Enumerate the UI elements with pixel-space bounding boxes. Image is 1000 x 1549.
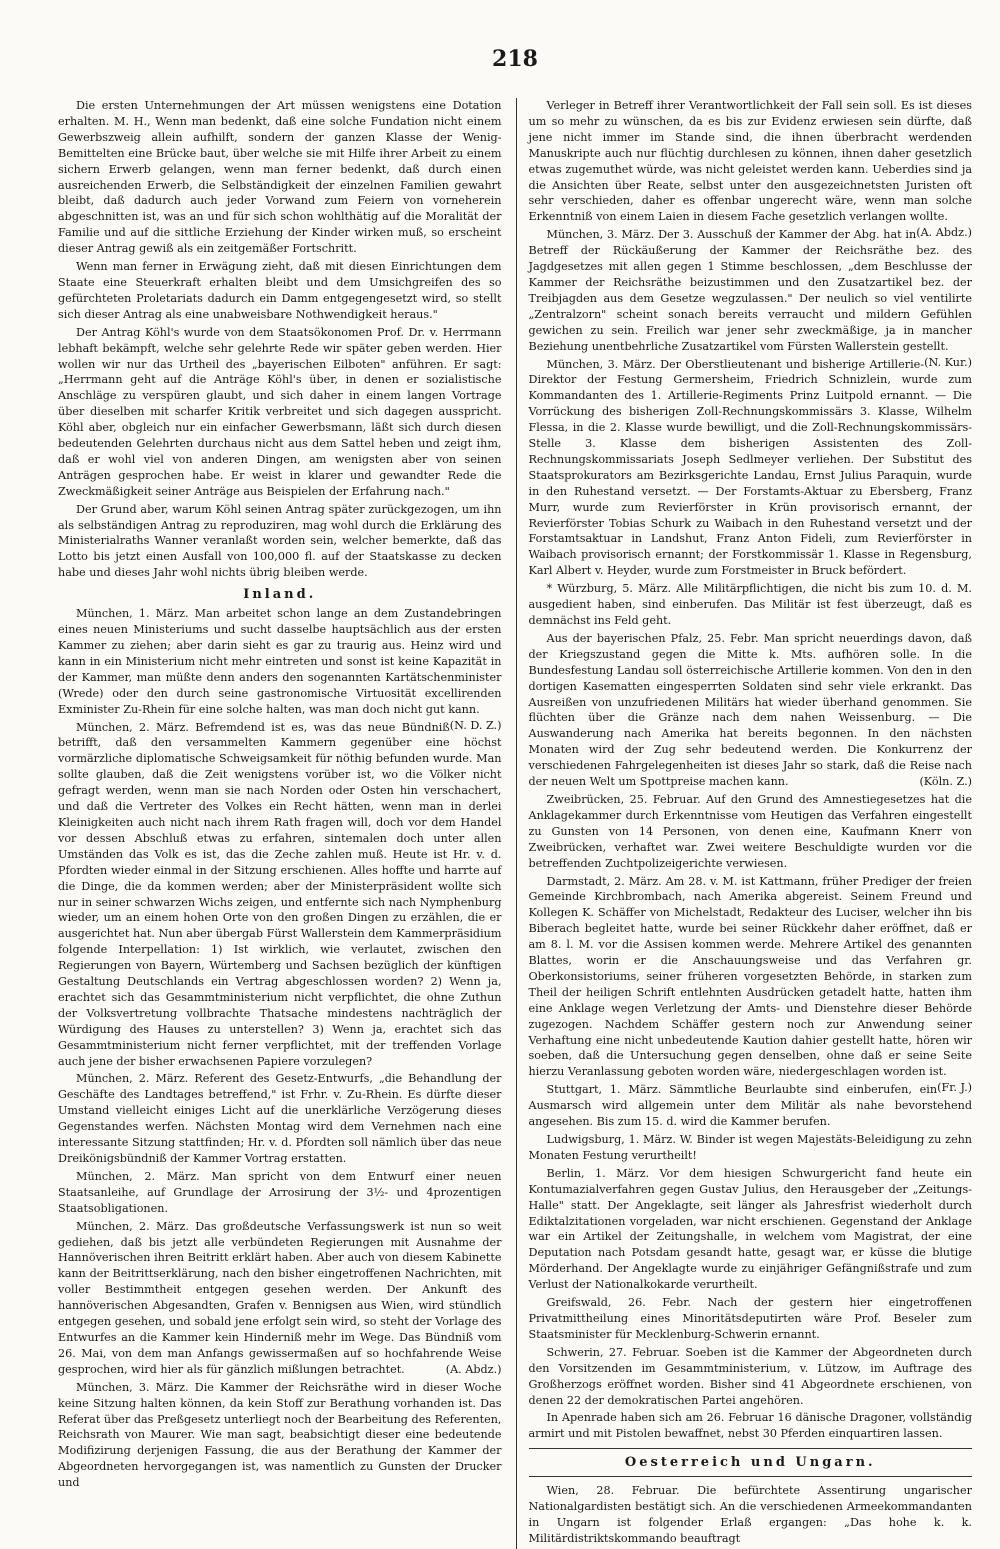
- article-text: München, 1. März. Man arbeitet schon lange an dem Zustandebringen eines neuen Ministeriums und sucht dasselbe hauptsächlich aus der ersten Kammer zu ziehen; aber darin sieht es gar zu traurig aus. Heinz wird und kann in ein Ministerium nicht mehr eintreten und sonst ist keine Kapazität in der Kammer, man müßte denn anders den sogenannten Kartätschenminister (Wrede) oder den durch seine gastronomische Virtuosität excellirenden Exminister Zu-Rhein für eine solche halten, was man doch nicht gut kann.: [58, 607, 502, 716]
- article-text: Darmstadt, 2. März. Am 28. v. M. ist Kattmann, früher Prediger der freien Gemeinde Kirchbrombach, nach Amerika abgereist. Seinem Freund und Kollegen K. Schäffer von Michelstadt, Redakteur des Luciser, welcher ihn bis Biberach begleitet hatte, wurde bei seiner Rückkehr daher eröffnet, daß er am 8. l. M. vor die Assisen kommen werde. Mehrere Artikel des genannten Blattes, worin er die Anschauungsweise und das Verfahren gr. Oberkonsistoriums, seiner früheren vorgesetzten Behörde, in starken zum Theil der heiligen Schrift entlehnten Ausdrücken getadelt hatte, hatten ihm eine Anklage wegen Verletzung der Amts- und Dienstehre dieser Behörde zugezogen. Nachdem Schäffer gestern noch zur Anwendung seiner Verhaftung eine nicht unbedeutende Kaution dahier gestellt hatte, hören wir soeben, daß die Untersuchung gegen denselben, ohne daß er seine Seite hierzu Veranlassung geboten worden wäre, niedergeschlagen worden ist.: [528, 874, 972, 1079]
- source-attribution: (N. Kur.): [924, 355, 972, 369]
- article-paragraph: [529, 631, 973, 790]
- article-paragraph: Wien, 28. Februar. Die befürchtete Assentirung ungarischer Nationalgardisten bestätigt sich. An die verschiedenen Armeekommandanten in Ungarn ist folgender Erlaß ergangen: „Das hohe k. k. Militärdistriktskommando beauftragt: [528, 1484, 972, 1545]
- article-text: Aus der bayerischen Pfalz, 25. Febr. Man spricht neuerdings davon, daß der Kriegszustand gegen die Mitte k. Mts. aufhören solle. In die Bundesfestung Landau soll österreichische Artillerie kommen. Von den in den dortigen Kasematten eingesperrten Soldaten sind sehr viele erkrankt. Das Ausreißen von unzufriedenen Militärs hat wieder überhand genommen. Sie flüchten über die Gränze nach dem nahen Weissenburg. — Die Auswanderung nach Amerika hat bereits begonnen. In den nächsten Monaten wird der Zug sehr bedeutend werden. Die Konkurrenz der verschiedenen Fahrgelegenheiten ist dieses Jahr so stark, daß die Reise nach der neuen Welt um Spottpreise machen kann.: [528, 631, 972, 789]
- source-attribution: (Köln. Z.): [919, 775, 972, 789]
- article-paragraph: [58, 1219, 502, 1378]
- article-paragraph: München, 2. März. Befremdend ist es, was das neue Bündniß betrifft, daß den versammelten Kammern gegenüber eine höchst vormärzliche diplomatische Schweigsamkeit für nöthig befunden wurde. Man sollte glauben, daß die Zeit wenigstens vorüber ist, wo die Völker nicht gefragt werden, wenn man sie nach Norden oder Osten hin verschachert, und daß die Vertreter des Volkes ein Recht hätten, wenn man in derlei Kleinigkeiten auch nicht nach ihrem Rath fragen will, doch vor dem Handel vor dessen Abschluß etwas zu erfahren, sintemalen doch unter allen Umständen das Volk es ist, das die Zeche zahlen muß. Heute ist Hr. v. d. Pfordten wieder einmal in der Sitzung erschienen. Alles hoffte und harrte auf die Dinge, die da kommen werden; aber der Ministerpräsident wollte sich nur in seiner schwarzen Wichs zeigen, und entfernte sich nach Nymphenburg wieder, um an einem hohen Orte von den großen Dingen zu erzählen, die er ausgerichtet hat. Nun aber übergab Fürst Wallerstein dem Kammerpräsidium folgende Interpellation: 1) Ist wirklich, wie verlautet, zwischen den Regierungen von Bayern, Würtemberg und Sachsen bezüglich der künftigen Gestaltung Deutschlands ein Vertrag abgeschlossen worden? 2) Wenn ja, erachtet sich das Gesammtministerium nicht verpflichtet, die ohne Zuthun der Volksvertretung vollbrachte Thatsache mindestens nachträglich der Würdigung des Hauses zu unterstellen? 3) Wenn ja, erachtet sich das Gesammtministerium nicht ferner verpflichtet, mit der treffenden Vorlage auch jene der bisher erwachsenen Papiere vorzulegen?: [58, 720, 502, 1068]
- source-attribution: (A. Abdz.): [445, 1362, 502, 1376]
- article-paragraph: In Apenrade haben sich am 26. Februar 16 dänische Dragoner, vollständig armirt und mit Pistolen bewaffnet, nebst 30 Pferden einquartiren lassen.: [528, 1411, 972, 1441]
- source-attribution: (Fr. J.): [937, 1081, 972, 1095]
- article-paragraph: Zweibrücken, 25. Februar. Auf den Grund des Amnestiegesetzes hat die Anklagekammer durch Erkenntnisse vom Heutigen das Verfahren eingestellt zu Gunsten von 14 Personen, von denen eine, Kaufmann Knerr von Zweibrücken, verhaftet war. Zwei weitere Beschuldigte wurden vor die betreffenden Zuchtpolizeigerichte verwiesen.: [528, 792, 972, 870]
- article-text: München, 2. März. Das großdeutsche Verfassungswerk ist nun so weit gediehen, daß bis jetzt alle verbündeten Regierungen mit Ausnahme der Hannöverischen ihren Beitritt erklärt haben. Aber auch von diesem Kabinette kann der Beitrittserklärung, nach den bisher eingetroffenen Nachrichten, mit voller Bestimmtheit entgegen gesehen werden. Der Ankunft des hannöverischen Abgesandten, Grafen v. Bennigsen aus Wien, wird stündlich entgegen gesehen, und sobald jene erfolgt sein wird, so steht der Vorlage des Entwurfes an die Kammer kein Hinderniß mehr im Wege. Das Bündniß vom 26. Mai, von dem man Anfangs gewissermaßen auf so hochfahrende Weise gesprochen, wird hier als für gänzlich mißlungen betrachtet.: [58, 1219, 502, 1376]
- article-paragraph: München, 2. März. Man spricht von dem Entwurf einer neuen Staatsanleihe, auf Grundlage der Arrosirung der 3½- und 4prozentigen Staatsobligationen.: [58, 1169, 502, 1215]
- source-attribution: (N. D. Z.): [449, 718, 502, 732]
- article-paragraph: Schwerin, 27. Februar. Soeben ist die Kammer der Abgeordneten durch den Vorsitzenden im Gesammtministerium, v. Lützow, im Auftrage des Großherzogs eröffnet worden. Bisher sind 41 Abgeordnete erschienen, von denen 22 der demokratischen Partei angehören.: [528, 1345, 972, 1407]
- article-paragraph: * Würzburg, 5. März. Alle Militärpflichtigen, die nicht bis zum 10. d. M. ausgedient haben, sind einberufen. Das Militär ist fest überzeugt, daß es demnächst ins Feld geht.: [528, 582, 972, 627]
- section-divider: [529, 1448, 973, 1449]
- section-heading-inland: Inland.: [243, 587, 317, 603]
- article-paragraph: München, 2. März. Referent des Gesetz-Entwurfs, „die Behandlung der Geschäfte des Landtages betreffend," ist Frhr. v. Zu-Rhein. Es dürfte dieser Umstand vielleicht einiges Licht auf die unerklärliche Verzögerung dieses Gegenstandes werfen. Nächsten Montag wird dem Vernehmen nach eine interessante Sitzung stattfinden; Hr. v. d. Pfordten soll nämlich über das neue Dreikönigsbündniß der Kammer Vortrag erstatten.: [58, 1072, 502, 1165]
- article-paragraph: Berlin, 1. März. Vor dem hiesigen Schwurgericht fand heute ein Kontumazialverfahren gegen Gustav Julius, den Herausgeber der „Zeitungs-Halle" statt. Der Angeklagte, seit länger als Jahresfrist wiederholt durch Ediktalzitationen vorgeladen, war nicht erschienen. Gegenstand der Anklage war ein Artikel der Zeitungshalle, in welchem vom Magistrat, der eine Deputation nach Potsdam gesandt hatte, gesagt war, er küsse die blutige Mörderhand. Der Angeklagte wurde zu einjähriger Gefängnißstrafe und zum Verlust der Nationalkokarde verurtheilt.: [528, 1166, 972, 1292]
- left-column: [58, 98, 502, 1493]
- article-paragraph: Stuttgart, 1. März. Sämmtliche Beurlaubte sind einberufen, ein Ausmarsch wird allgemein unter dem Militär als nahe bevorstehend angesehen. Bis zum 15. d. wird die Kammer berufen.: [528, 1083, 972, 1129]
- right-column: [516, 98, 973, 1549]
- section-heading-austria: Oesterreich und Ungarn.: [624, 1455, 876, 1471]
- article-paragraph: München, 3. März. Der Oberstlieutenant und bisherige Artillerie-Direktor der Festung Germersheim, Friedrich Schnizlein, wurde zum Kommandanten des 1. Artillerie-Regiments Prinz Luitpold ernannt. — Die Vorrückung des bisherigen Zoll-Rechnungskommissärs 3. Klasse, Wilhelm Flessa, in die 2. Klasse wurde bewilligt, und die Zoll-Rechnungskommissärs-Stelle 3. Klasse dem bisherigen Assistenten des Zoll-Rechnungskommissariats Joseph Sedlmeyer verliehen. Der Substitut des Staatsprokurators am Bezirksgerichte Landau, Ernst Julius Paraquin, wurde in den Ruhestand versetzt. — Der Forstamts-Aktuar zu Ebersberg, Franz Murr, wurde zum Revierförster in Krün provisorisch ernannt, der Revierförster Tobias Schurk zu Waibach in den Ruhestand versetzt und der Forstamtsaktuar in Landshut, Franz Anton Fideli, zum Revierförster in Waibach provisorisch ernannt; der Forstkommissär 1. Klasse in Regensburg, Karl Albert v. Heyder, wurde zum Forstmeister in Bruck befördert.: [528, 357, 972, 578]
- article-paragraph: [528, 227, 973, 369]
- article-paragraph: München, 3. März. Die Kammer der Reichsräthe wird in dieser Woche keine Sitzung halten können, da kein Stoff zur Berathung vorhanden ist. Das Referat über das Preßgesetz unterliegt noch der Bearbeitung des Referenten, Reichsrath von Maurer. Wie man sagt, beabsichtigt dieser eine bedeutende Modifizirung derjenigen Fassung, die aus der Berathung der Kammer der Abgeordneten hervorgegangen ist, was namentlich zu Gunsten der Drucker und: [58, 1380, 502, 1490]
- article-paragraph: Der Grund aber, warum Köhl seinen Antrag später zurückgezogen, um ihn als selbständigen Antrag zu reproduziren, mag wohl durch die Erklärung des Ministerialraths Wanner veranlaßt worden sein, welcher bemerkte, daß das Lotto bis jetzt einen Ausfall von 100,000 fl. auf der Staatskasse zu decken habe und dieses Jahr wohl nichts übrig bleiben werde.: [58, 502, 502, 580]
- page-number: 218: [492, 46, 538, 72]
- article-paragraph: [528, 874, 973, 1095]
- columns: [58, 98, 972, 1549]
- article-paragraph: Ludwigsburg, 1. März. W. Binder ist wegen Majestäts-Beleidigung zu zehn Monaten Festung verurtheilt!: [528, 1133, 972, 1162]
- section-divider: [529, 1476, 973, 1477]
- article-paragraph: Wenn man ferner in Erwägung zieht, daß mit diesen Einrichtungen dem Staate eine Steuerkraft erhalten bleibt und dem Umsichgreifen des so gefürchteten Proletariats dadurch ein Damm entgegengesetzt wird, so stellt sich dieser Antrag als eine unabweisbare Nothwendigkeit heraus.": [58, 260, 502, 321]
- source-attribution: (A. Abdz.): [916, 226, 972, 240]
- article-paragraph: Greifswald, 26. Febr. Nach der gestern hier eingetroffenen Privatmittheilung eines Minoritätsdeputirten wäre Prof. Beseler zum Staatsminister für Mecklenburg-Schwerin ernannt.: [528, 1296, 972, 1341]
- article-paragraph: [58, 606, 502, 732]
- article-text: München, 3. März. Der 3. Ausschuß der Kammer der Abg. hat in Betreff der Rückäußerung der Kammer der Reichsräthe bez. des Jagdgesetzes mit allen gegen 1 Stimme beschlossen, „dem Beschlusse der Kammer der Reichsräthe beizustimmen und den Zusatzartikel bez. der Treibjagden aus dem Gesetze wegzulassen." Der neulich so viel ventilirte „Zentralzorn" scheint sonach bereits verraucht und mildern Gefühlen gewichen zu sein. Freilich war jener sehr zweckmäßige, ja in mancher Beziehung unentbehrliche Zusatzartikel vom Fürsten Wallerstein gestellt.: [528, 228, 972, 353]
- article-paragraph: [528, 98, 973, 240]
- article-text: Verleger in Betreff ihrer Verantwortlichkeit der Fall sein soll. Es ist dieses um so mehr zu wünschen, da es bis zur Evidenz erwiesen sein dürfte, daß jene nicht immer im Stande sind, die ihnen überbracht werdenden Manuskripte auch nur flüchtig durchlesen zu können, ihnen daher gesetzlich etwas zugemuthet würde, was nicht geleistet werden kann. Ueberdies sind ja die Ansichten über Reate, selbst unter den ausgezeichnetsten Juristen oft sehr verschieden, daher es offenbar ungerecht wäre, wenn man solche Erkenntniß von einem Laien in diesem Fache gesetzlich verlangen wollte.: [528, 99, 972, 224]
- article-paragraph: Die ersten Unternehmungen der Art müssen wenigstens eine Dotation erhalten. M. H., Wenn man bedenkt, daß eine solche Fundation nicht einem Gewerbszweig allein aufhilft, sondern der ganzen Klasse der Wenig-Bemittelten eine Brücke baut, über welche sie mit Hilfe ihrer Arbeit zu einem sichern Erwerb gelangen, wenn man ferner bedenkt, daß durch einen ausreichenden Erwerb, die Selbständigkeit der einzelnen Familien gewahrt bleibt, daß dadurch auch jeder Vorwand zum Feiern von vorneherein abgeschnitten ist, was an und für sich schon wohlthätig auf die Moralität der Familie und auf die sittliche Erziehung der Kinder wirken muß, so erscheint dieser Antrag gewiß als ein zeitgemäßer Fortschritt.: [58, 99, 502, 256]
- article-paragraph: Der Antrag Köhl's wurde von dem Staatsökonomen Prof. Dr. v. Herrmann lebhaft bekämpft, welche sehr gelehrte Rede wir später geben werden. Hier wollen wir nur das Urtheil des „bayerischen Eilboten" anführen. Er sagt: „Herrmann geht auf die Anträge Köhl's über, in denen er sozialistische Anschläge zu verspüren glaubt, und sich daher in einem langen Vortrage über dieselben mit scharfer Kritik verbreitet und sich dagegen ausspricht. Köhl aber, obgleich nur ein einfacher Gewerbsmann, läßt sich durch diesen bedeutenden Gelehrten durchaus nicht aus dem Sattel heben und zeigt ihm, daß er wohl viel von anderen Dingen, am wenigsten aber von seinen Anträgen gesprochen habe. Er weist in klarer und gewandter Rede die Zweckmäßigkeit seiner Anträge aus Beispielen der Erfahrung nach.": [58, 325, 502, 498]
